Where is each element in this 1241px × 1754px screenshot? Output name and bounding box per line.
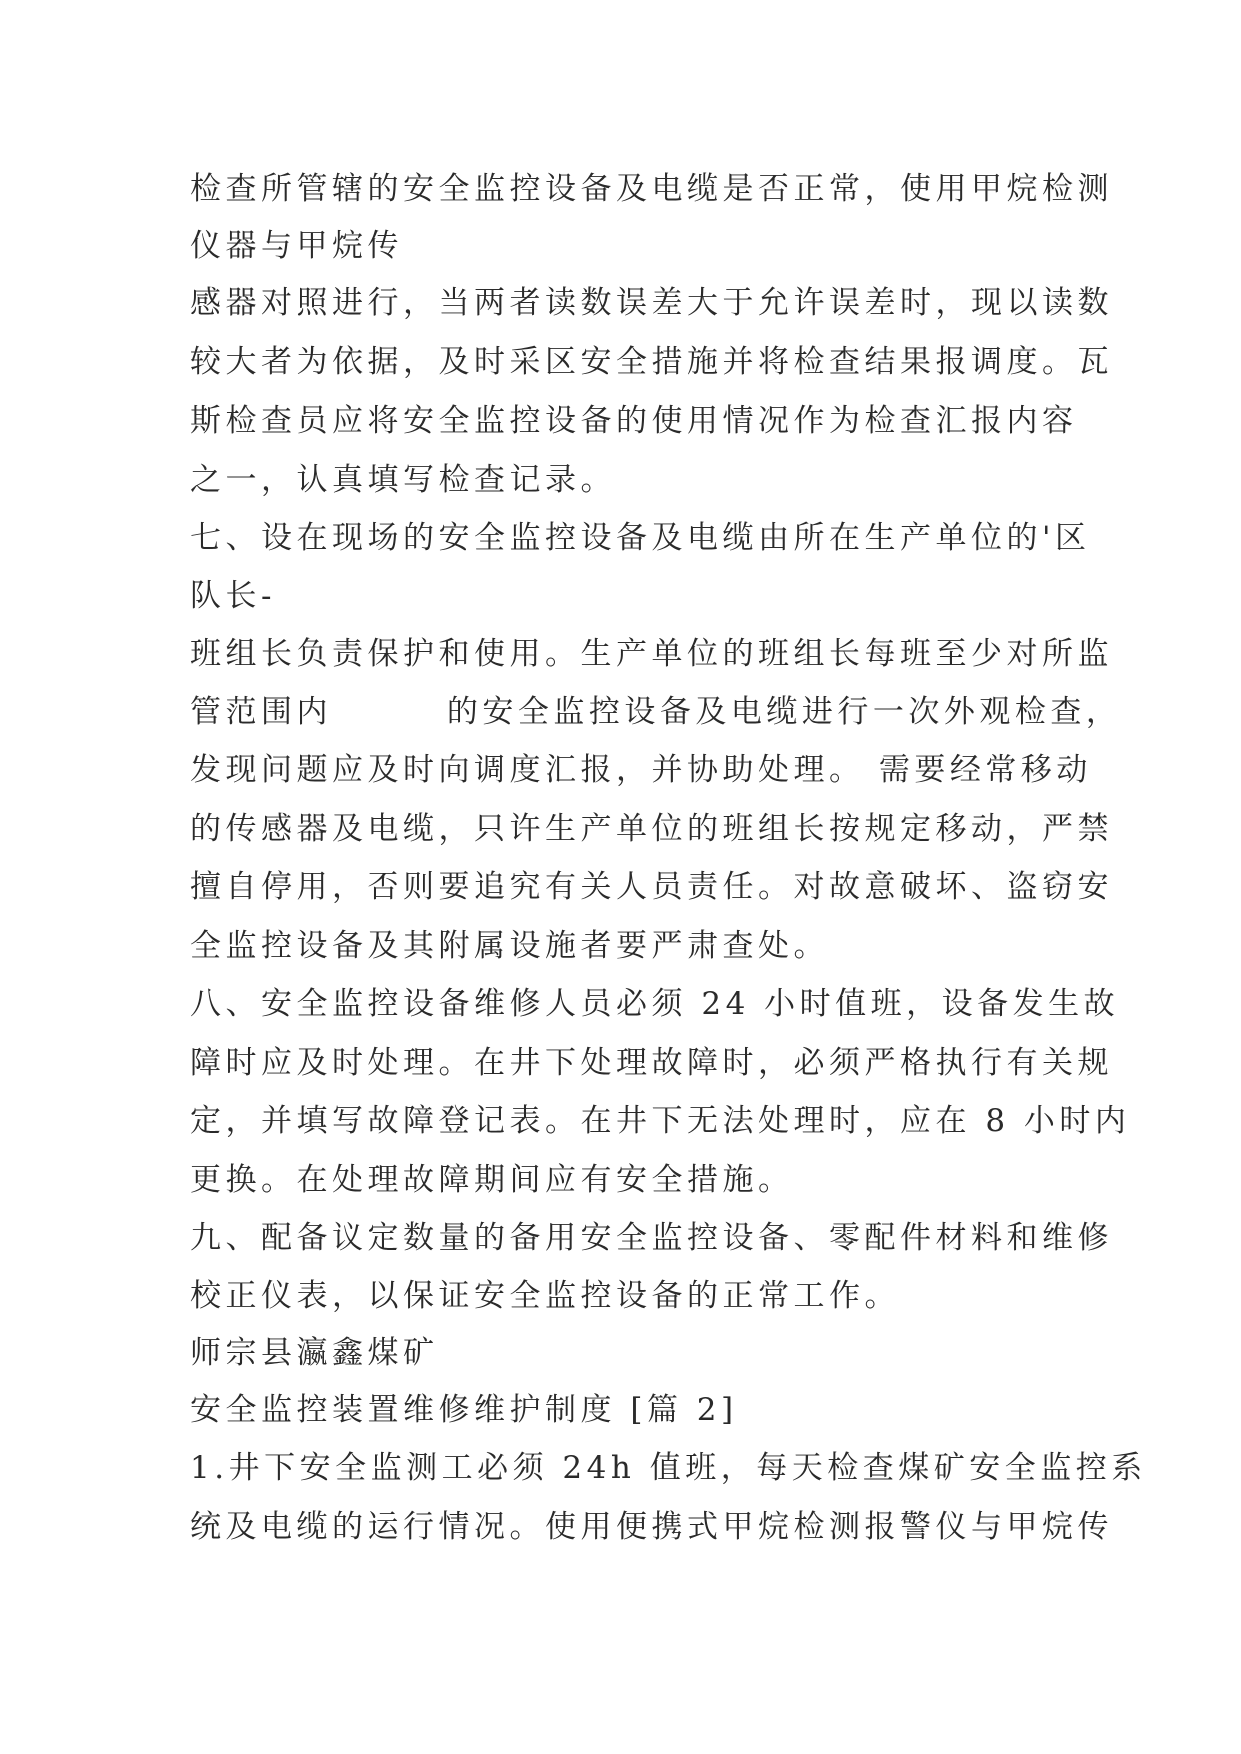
text-line-12: 的传感器及电缆，只许生产单位的班组长按规定移动，严禁: [190, 811, 1113, 847]
text-line-14: 全监控设备及其附属设施者要严肃查处。: [190, 928, 829, 964]
text-line-15: 八、安全监控设备维修人员必须 24 小时值班，设备发生故: [190, 986, 1120, 1022]
text-line-22: 安全监控装置维修维护制度 [篇 2]: [190, 1392, 738, 1428]
text-line-5: 斯检查员应将安全监控设备的使用情况作为检查汇报内容: [190, 403, 1078, 439]
text-line-10: 管范围内 的安全监控设备及电缆进行一次外观检查，: [190, 694, 1122, 730]
text-line-9: 班组长负责保护和使用。生产单位的班组长每班至少对所监: [190, 636, 1113, 672]
text-line-3: 感器对照进行，当两者读数误差大于允许误差时，现以读数: [190, 285, 1113, 321]
text-line-16: 障时应及时处理。在井下处理故障时，必须严格执行有关规: [190, 1045, 1113, 1081]
text-line-4: 较大者为依据，及时采区安全措施并将检查结果报调度。瓦: [190, 344, 1113, 380]
text-line-6: 之一，认真填写检查记录。: [190, 462, 616, 498]
text-line-24: 统及电缆的运行情况。使用便携式甲烷检测报警仪与甲烷传: [190, 1509, 1113, 1545]
text-line-2: 仪器与甲烷传: [190, 228, 403, 264]
text-line-13: 擅自停用，否则要追究有关人员责任。对故意破坏、盗窃安: [190, 869, 1113, 905]
text-line-11: 发现问题应及时向调度汇报，并协助处理。 需要经常移动: [190, 752, 1092, 788]
text-line-20: 校正仪表，以保证安全监控设备的正常工作。: [190, 1278, 900, 1314]
text-line-8: 队长-: [190, 578, 276, 614]
text-line-23: 1.井下安全监测工必须 24h 值班，每天检查煤矿安全监控系: [190, 1450, 1147, 1486]
text-line-17: 定，并填写故障登记表。在井下无法处理时，应在 8 小时内: [190, 1103, 1131, 1139]
text-line-7: 七、设在现场的安全监控设备及电缆由所在生产单位的'区: [190, 520, 1091, 556]
text-line-21: 师宗县瀛鑫煤矿: [190, 1335, 439, 1371]
text-line-18: 更换。在处理故障期间应有安全措施。: [190, 1162, 794, 1198]
text-line-1: 检查所管辖的安全监控设备及电缆是否正常，使用甲烷检测: [190, 171, 1113, 207]
text-line-19: 九、配备议定数量的备用安全监控设备、零配件材料和维修: [190, 1220, 1113, 1256]
